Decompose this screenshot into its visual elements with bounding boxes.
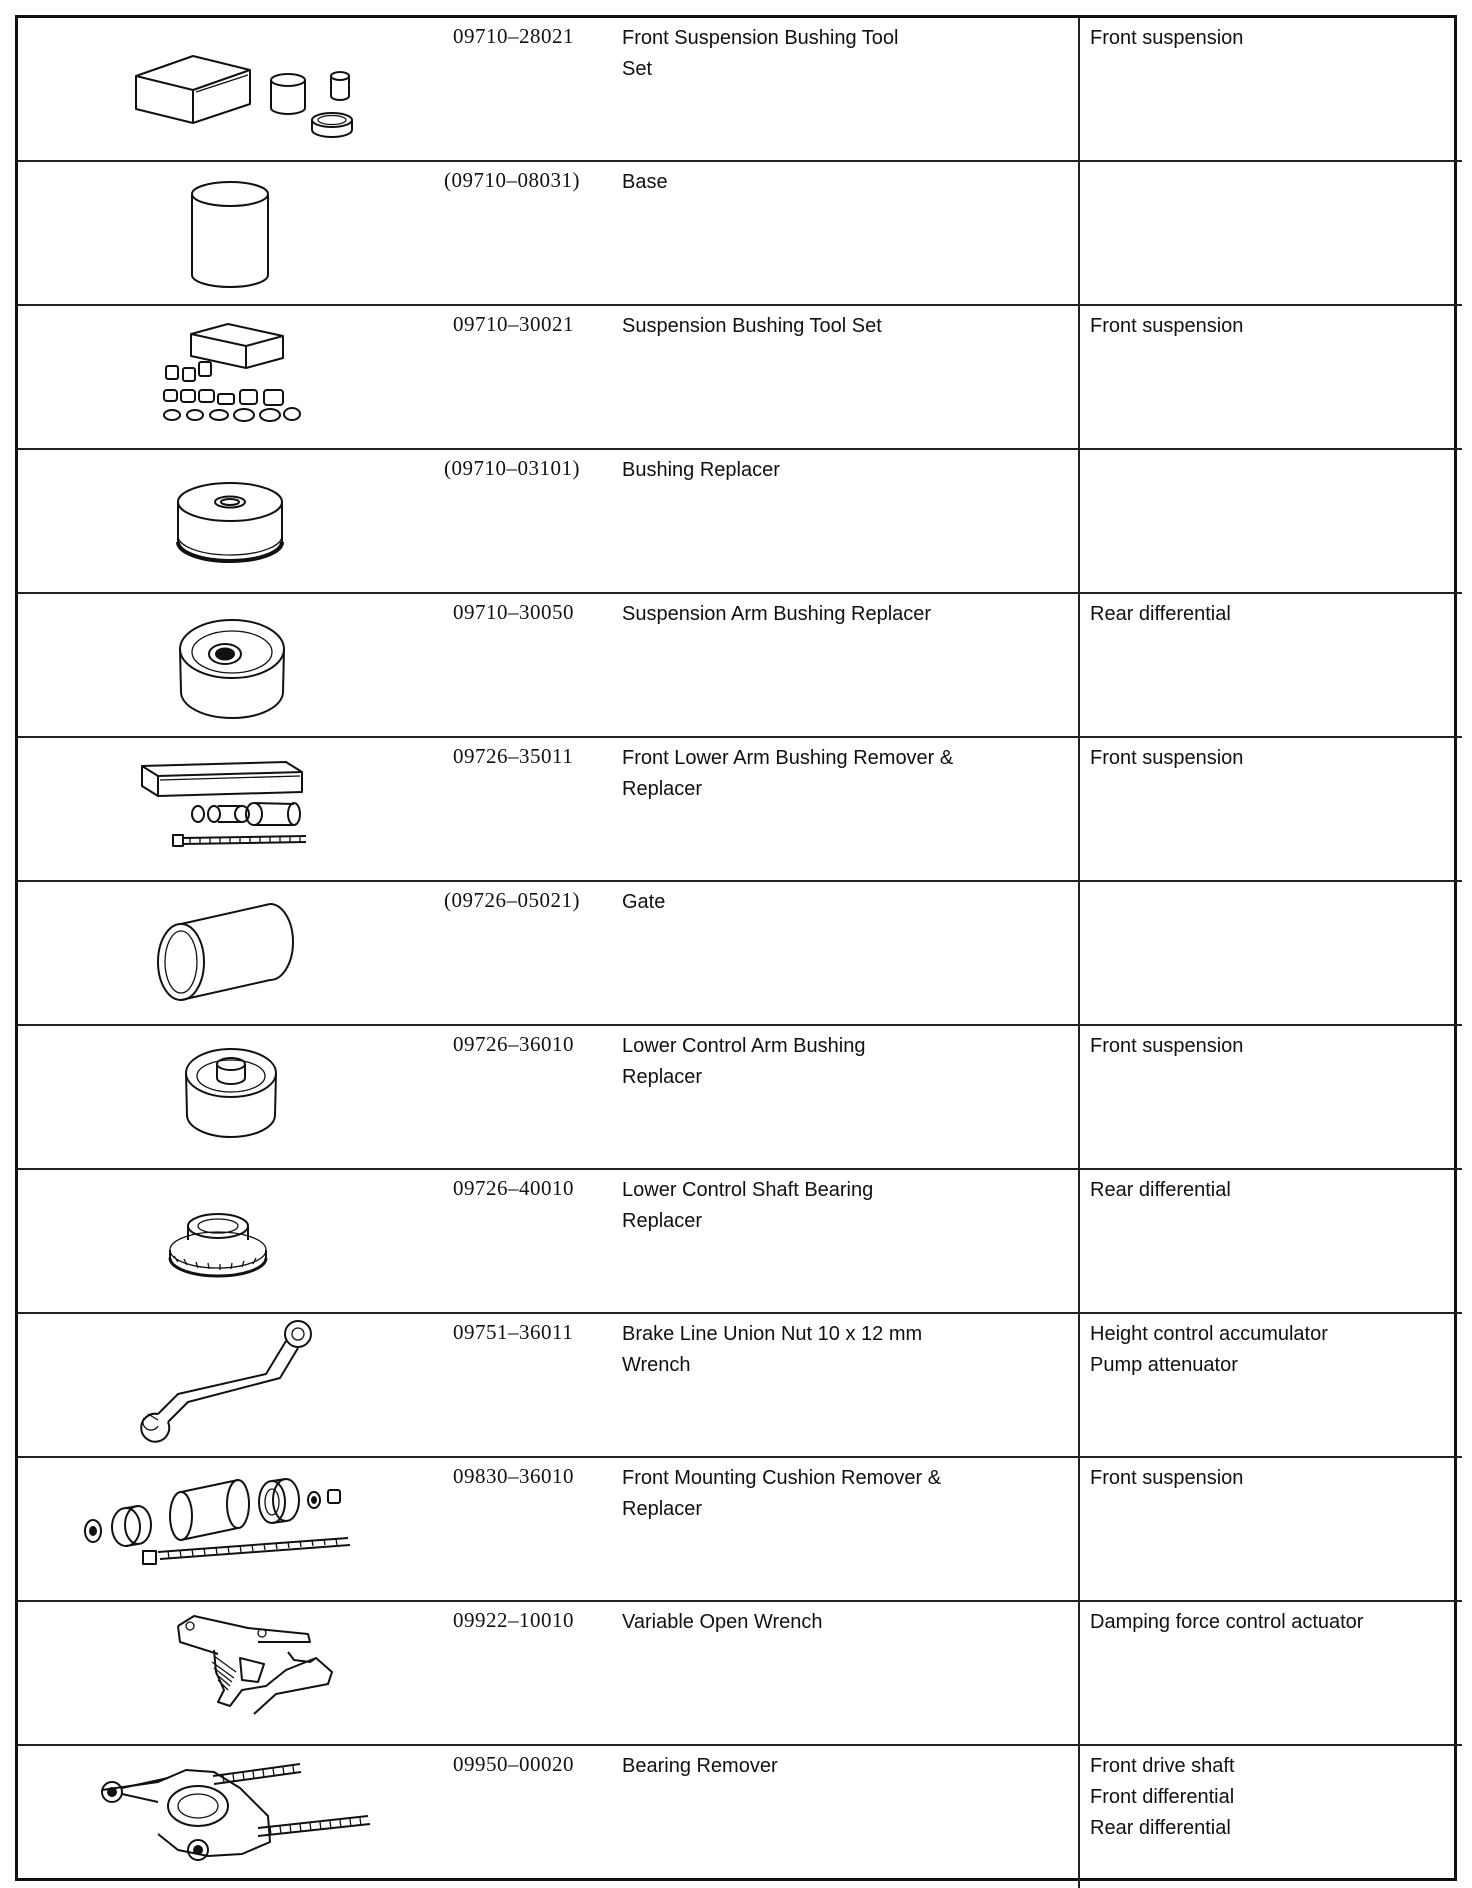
tool-usage <box>1080 594 1462 630</box>
tool-name: Front Mounting Cushion Remover & Replacer <box>622 1467 942 1520</box>
tool-name: Bearing Remover <box>622 1755 778 1777</box>
tool-name: Brake Line Union Nut 10 x 12 mm Wrench <box>622 1323 923 1376</box>
usage-line: Front suspension <box>1090 1467 1244 1489</box>
usage-line: Front suspension <box>1090 27 1244 49</box>
tool-usage <box>1080 882 1462 887</box>
usage-line: Damping force control actuator <box>1090 1611 1364 1633</box>
tool-name: Suspension Bushing Tool Set <box>622 315 882 337</box>
table-row <box>18 161 1462 305</box>
table-row <box>18 737 1462 881</box>
bearing-remover-icon <box>18 1746 441 1888</box>
control-arm-replacer-icon <box>18 1026 441 1168</box>
tool-usage <box>1080 1602 1462 1638</box>
table-row <box>18 1601 1462 1745</box>
usage-line: Front suspension <box>1090 315 1244 337</box>
part-number: 09950–00020 <box>453 1752 574 1776</box>
part-number: (09710–08031) <box>444 168 580 192</box>
tool-usage <box>1080 1170 1462 1206</box>
tool-usage <box>1080 738 1462 774</box>
table-row <box>18 881 1462 1025</box>
gate-sleeve-icon <box>18 882 441 1024</box>
tool-name: Suspension Arm Bushing Replacer <box>622 603 932 625</box>
table-row <box>18 18 1462 161</box>
lower-arm-remover-kit-icon <box>18 738 441 880</box>
tool-usage <box>1080 162 1462 167</box>
usage-line: Front suspension <box>1090 747 1244 769</box>
table-row <box>18 1745 1462 1888</box>
usage-line: Height control accumulator <box>1090 1323 1328 1345</box>
bushing-tool-set-icon <box>18 18 441 160</box>
tool-name: Front Lower Arm Bushing Remover & Replacer <box>622 747 954 800</box>
part-number: 09710–30021 <box>453 312 574 336</box>
table-row <box>18 1169 1462 1313</box>
bushing-replacer-icon <box>18 450 441 592</box>
part-number: (09726–05021) <box>444 888 580 912</box>
part-number: 09922–10010 <box>453 1608 574 1632</box>
usage-line: Front suspension <box>1090 1035 1244 1057</box>
tool-name: Lower Control Arm Bushing Replacer <box>622 1035 866 1088</box>
arm-bushing-replacer-icon <box>18 594 441 736</box>
part-number: 09726–35011 <box>453 744 574 768</box>
table-row <box>18 449 1462 593</box>
bearing-replacer-icon <box>18 1170 441 1312</box>
part-number: 09830–36010 <box>453 1464 574 1488</box>
tool-usage <box>1080 306 1462 342</box>
special-tools-table <box>18 18 1462 1888</box>
usage-line: Rear differential <box>1090 603 1231 625</box>
tool-name: Variable Open Wrench <box>622 1611 823 1633</box>
tool-name: Front Suspension Bushing Tool Set <box>622 27 899 80</box>
tool-usage <box>1080 1314 1462 1381</box>
tool-usage <box>1080 1026 1462 1062</box>
part-number: 09710–28021 <box>453 24 574 48</box>
tool-usage <box>1080 1746 1462 1844</box>
part-number: 09710–30050 <box>453 600 574 624</box>
part-number: 09751–36011 <box>453 1320 574 1344</box>
tool-name: Bushing Replacer <box>622 459 780 481</box>
base-cylinder-icon <box>18 162 441 304</box>
tool-name: Base <box>622 171 668 193</box>
table-row <box>18 1025 1462 1169</box>
usage-line: Pump attenuator <box>1090 1354 1238 1376</box>
table-row <box>18 1313 1462 1457</box>
variable-open-wrench-icon <box>18 1602 441 1744</box>
usage-line: Front drive shaft <box>1090 1755 1235 1777</box>
tool-name: Lower Control Shaft Bearing Replacer <box>622 1179 874 1232</box>
table-row <box>18 1457 1462 1601</box>
tool-usage <box>1080 450 1462 455</box>
usage-line: Rear differential <box>1090 1179 1231 1201</box>
bushing-tool-kit-icon <box>18 306 441 448</box>
cushion-remover-kit-icon <box>18 1458 441 1600</box>
tool-usage <box>1080 1458 1462 1494</box>
usage-line: Rear differential <box>1090 1817 1231 1839</box>
tool-name: Gate <box>622 891 666 913</box>
part-number: (09710–03101) <box>444 456 580 480</box>
table-row <box>18 593 1462 737</box>
tool-usage <box>1080 18 1462 54</box>
flare-nut-wrench-icon <box>18 1314 441 1456</box>
part-number: 09726–36010 <box>453 1032 574 1056</box>
usage-line: Front differential <box>1090 1786 1235 1808</box>
table-row <box>18 305 1462 449</box>
part-number: 09726–40010 <box>453 1176 574 1200</box>
special-tools-sheet <box>15 15 1457 1881</box>
